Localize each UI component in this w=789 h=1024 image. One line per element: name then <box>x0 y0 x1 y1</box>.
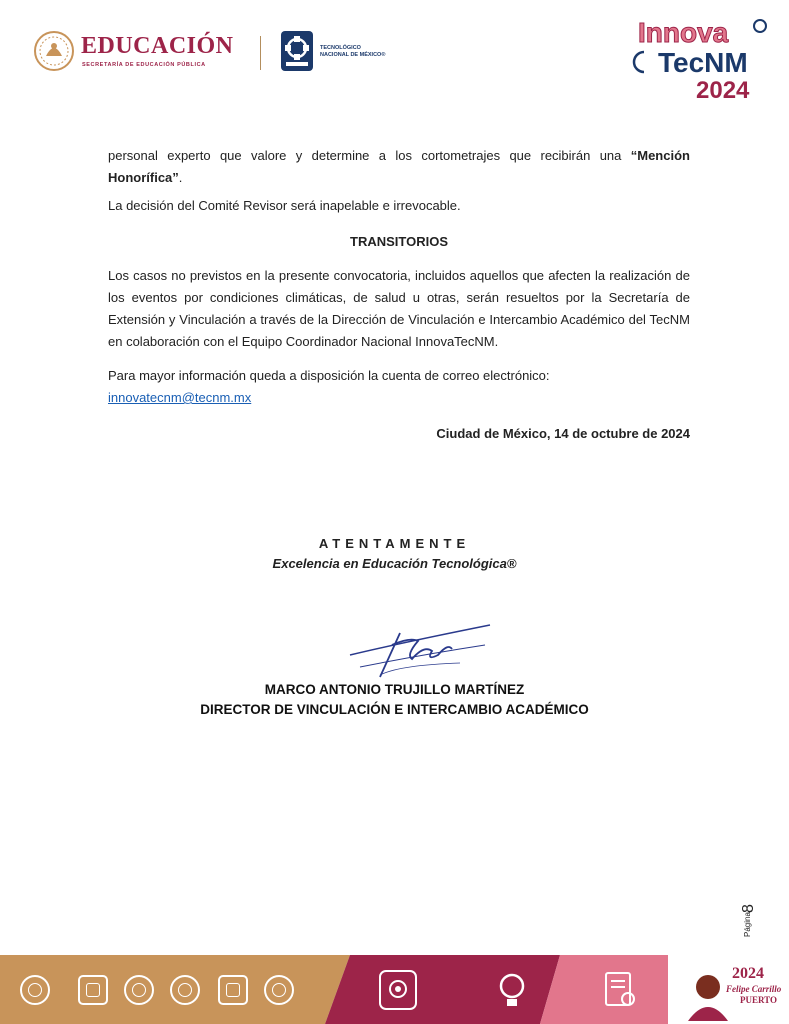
signer-name: MARCO ANTONIO TRUJILLO MARTÍNEZ <box>264 682 525 697</box>
education-title: EDUCACIÓN <box>81 33 234 59</box>
footer-year: 2024 <box>732 965 764 982</box>
closing-atentamente: ATENTAMENTE <box>318 536 471 551</box>
brain-icon <box>170 975 200 1005</box>
circuit-chip-icon <box>78 975 108 1005</box>
innovatecnm-logo <box>632 12 772 102</box>
document-gear-icon <box>600 969 640 1011</box>
footer-place: PUERTO <box>740 995 778 1005</box>
footer-name: Felipe Carrillo <box>726 984 782 994</box>
tecnm-logo-text: TecNM <box>658 47 748 78</box>
page-number-block <box>735 895 775 945</box>
page-header <box>0 0 789 110</box>
education-subtitle: SECRETARÍA DE EDUCACIÓN PÚBLICA <box>82 62 206 68</box>
section-heading: TRANSITORIOS <box>350 234 448 249</box>
signer-title: DIRECTOR DE VINCULACIÓN E INTERCAMBIO ACADÉMICO <box>200 702 589 717</box>
place-date: Ciudad de México, 14 de octubre de 2024 <box>436 426 690 441</box>
page-number: 8 <box>740 904 757 913</box>
mexico-seal-icon <box>33 30 75 72</box>
honorific-mention: “Mención Honorífica” <box>108 148 690 185</box>
email-link[interactable]: innovatecnm@tecnm.mx <box>108 390 252 405</box>
institutional-motto: Excelencia en Educación Tecnológica® <box>272 556 517 571</box>
robot-arm-icon <box>218 975 248 1005</box>
page-label: Página <box>743 912 752 937</box>
lightbulb-icon <box>492 969 532 1011</box>
innova-logo-text: Innova <box>638 17 729 48</box>
wheat-icon <box>20 975 50 1005</box>
paragraph-decision: La decisión del Comité Revisor será inapelable e irrevocable. <box>108 198 461 213</box>
cloud-network-icon <box>264 975 294 1005</box>
gears-car-icon <box>124 975 154 1005</box>
page-footer <box>0 955 789 1024</box>
tecnm-logo-icon <box>278 28 316 74</box>
header-divider <box>260 36 261 70</box>
tecnm-wordmark: TECNOLÓGICO NACIONAL DE MÉXICO® <box>320 45 386 58</box>
paragraph-contact: Para mayor información queda a disposición la cuenta de correo electrónico: <box>108 368 550 383</box>
paragraph-honorific: personal experto que valore y determine a los cortometrajes que recibirán una “Mención Honorífica”. <box>108 148 690 185</box>
head-gear-icon <box>378 969 418 1011</box>
document-body <box>108 145 690 445</box>
innova-year-text: 2024 <box>696 77 750 102</box>
paragraph-transitorios: Los casos no previstos en la presente convocatoria, incluidos aquellos que afecten la realización de los eventos por condiciones climáticas, de salud u otras, serán resueltos por la Secretaría de Extensión y Vinculación a través de la Dirección de Vinculación e Intercambio Académico del TecNM en colaboración con el Equipo Coordinador Nacional InnovaTecNM. <box>108 268 690 349</box>
